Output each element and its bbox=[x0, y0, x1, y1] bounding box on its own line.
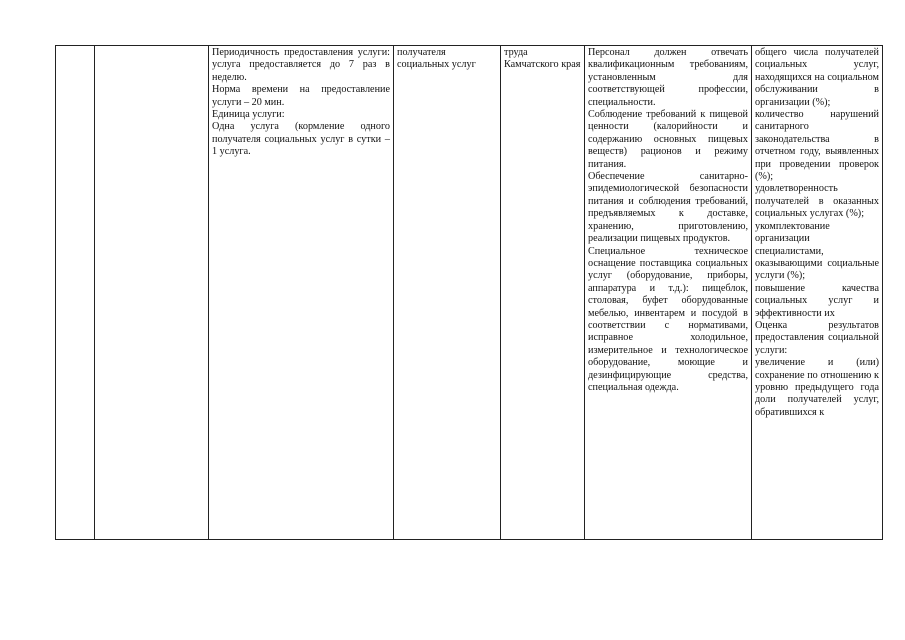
service-unit-text: Одна услуга (кормление одного получателя социальных услуг в сутки – 1 услуга. bbox=[212, 121, 390, 158]
conditions-staff: Персонал должен отвечать квалификационным требованиям, установленным для соответствующей профессии, специальности. bbox=[588, 47, 748, 108]
cell-conditions bbox=[585, 46, 752, 540]
tariff-text: труда Камчатского края bbox=[504, 47, 581, 71]
cell-indicators bbox=[752, 46, 883, 540]
conditions-equipment: Специальное техническое оснащение поставщика социальных услуг (оборудование, приборы, аппаратура и т.д.): пищеблок, столовая, буфет оборудованные мебелью, инвентарем и посудой в соответствии с нормативами, исправное холодильное, измерительное и технологическое оборудование, моющие и дезинфицирующие средства, специальная одежда. bbox=[588, 245, 748, 393]
indicator-satisfaction: удовлетворенность получателей в оказанных социальных услугах (%); bbox=[755, 183, 879, 220]
table-row bbox=[56, 46, 883, 540]
cell-service-description bbox=[209, 46, 394, 540]
cell-number bbox=[56, 46, 95, 540]
conditions-sanitary: Обеспечение санитарно-эпидемиологической безопасности питания и соблюдения требований, предъявляемых к доставке, хранению, приготовлению, реализации пищевых продуктов. bbox=[588, 171, 748, 245]
service-time-norm: Норма времени на предоставление услуги – 20 мин. bbox=[212, 84, 390, 108]
cell-tariff bbox=[501, 46, 585, 540]
service-frequency: Периодичность предоставления услуги: услуга предоставляется до 7 раз в неделю. bbox=[212, 47, 390, 83]
indicator-evaluation-text: увеличение и (или) сохранение по отношению к уровню предыдущего года доли получателей услуг, обратившихся к bbox=[755, 357, 879, 418]
standards-table bbox=[55, 45, 883, 540]
indicator-quality: повышение качества социальных услуг и эффективности их bbox=[755, 282, 879, 319]
indicator-violations: количество нарушений санитарного законодательства в отчетном году, выявленных при проведении проверок (%); bbox=[755, 109, 879, 183]
service-unit-label: Единица услуги: bbox=[212, 109, 285, 121]
service-term-text: получателя социальных услуг bbox=[397, 47, 476, 71]
indicator-evaluation-heading: Оценка результатов предоставления социальной услуги: bbox=[755, 319, 879, 356]
cell-service-name bbox=[95, 46, 209, 540]
indicator-share: общего числа получателей социальных услуг, находящихся на социальном обслуживании в организации (%); bbox=[755, 47, 879, 108]
cell-service-term bbox=[394, 46, 501, 540]
conditions-nutrition: Соблюдение требований к пищевой ценности (калорийности и содержанию основных пищевых веществ) рационов и режиму питания. bbox=[588, 109, 748, 170]
indicator-staffing: укомплектование организации специалистами, оказывающими социальные услуги (%); bbox=[755, 220, 879, 282]
